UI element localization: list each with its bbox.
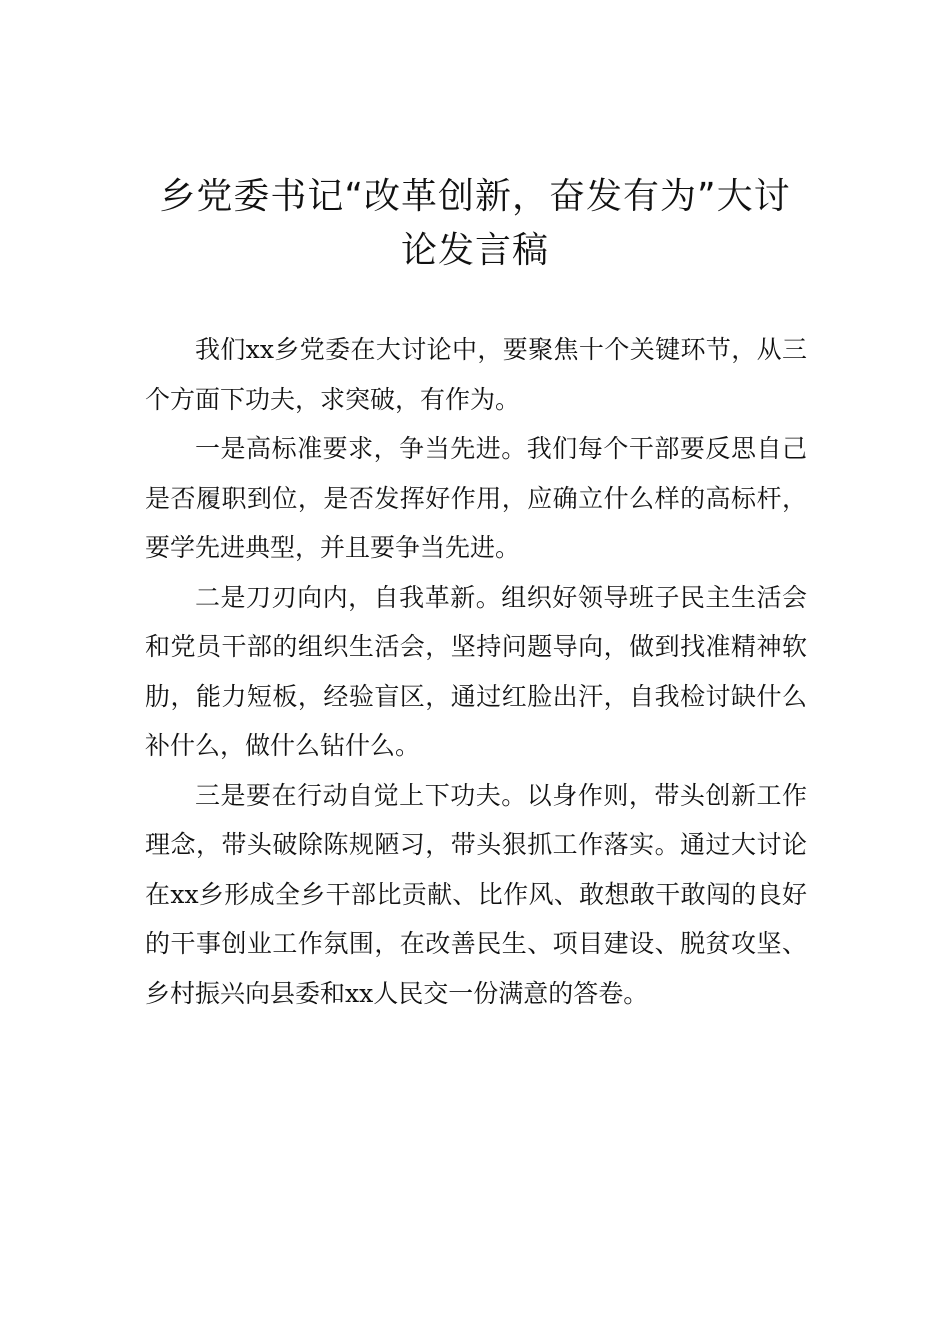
paragraph-point-one: 一是高标准要求，争当先进。我们每个干部要反思自己是否履职到位，是否发挥好作用，应确立什么样的高标杆，要学先进典型，并且要争当先进。	[145, 434, 807, 562]
document-body	[145, 325, 807, 1018]
title-line-2: 论发言稿	[400, 230, 549, 271]
paragraph-point-two: 二是刀刃向内，自我革新。组织好领导班子民主生活会和党员干部的组织生活会，坚持问题导向，做到找准精神软肋，能力短板，经验盲区，通过红脸出汗，自我检讨缺什么补什么，做什么钻什么。	[145, 582, 807, 760]
document-title	[145, 170, 805, 278]
title-line-1: 乡党委书记“改革创新，奋发有为”大讨	[159, 176, 791, 217]
paragraph-intro: 我们xx乡党委在大讨论中，要聚焦十个关键环节，从三个方面下功夫，求突破，有作为。	[145, 335, 807, 414]
paragraph-point-three: 三是要在行动自觉上下功夫。以身作则，带头创新工作理念，带头破除陈规陋习，带头狠抓工作落实。通过大讨论在xx乡形成全乡干部比贡献、比作风、敢想敢干敢闯的良好的干事创业工作氛围，在改善民生、项目建设、脱贫攻坚、乡村振兴向县委和xx人民交一份满意的答卷。	[145, 780, 807, 1008]
